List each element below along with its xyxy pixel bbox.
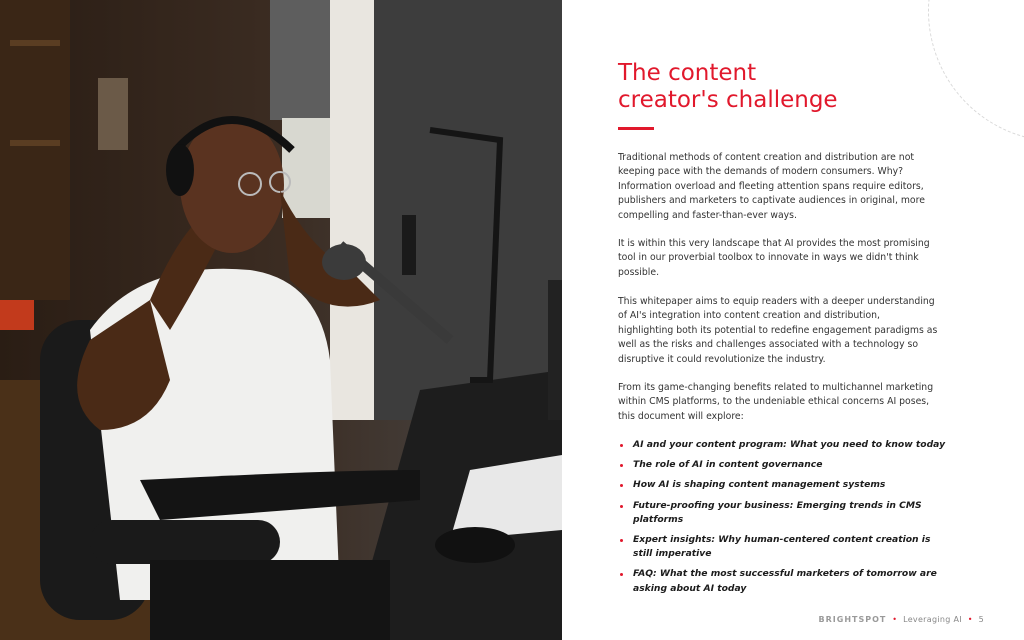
page-title bbox=[618, 60, 938, 114]
text-page bbox=[562, 0, 1024, 640]
paragraph-2: It is within this very landscape that AI provides the most promising tool in our proverbial toolbox to innovate in ways we didn't think possible. bbox=[618, 238, 930, 278]
list-item: The role of AI in content governance bbox=[618, 458, 948, 472]
list-item: How AI is shaping content management systems bbox=[618, 478, 948, 492]
title-accent-rule bbox=[618, 127, 654, 130]
title-line-1: The content bbox=[618, 60, 757, 86]
footer-separator: • bbox=[967, 615, 973, 624]
document-name: Leveraging AI bbox=[903, 615, 962, 624]
brand-logo: BRIGHTSPOT bbox=[818, 615, 887, 624]
list-item: Future-proofing your business: Emerging trends in CMS platforms bbox=[618, 499, 948, 527]
footer-separator: • bbox=[892, 615, 898, 624]
topics-list bbox=[618, 438, 948, 602]
paragraph-3: This whitepaper aims to equip readers with a deeper understanding of AI's integration into content creation and distribution, highlighting both its potential to redefine engagement paradigms as well as the risks and challenges associated with a technology so disruptive it could revolutionize the industry. bbox=[618, 296, 938, 365]
paragraph-4: From its game-changing benefits related to multichannel marketing within CMS platforms, to the undeniable ethical concerns AI poses, this document will explore: bbox=[618, 382, 934, 422]
list-item: Expert insights: Why human-centered content creation is still imperative bbox=[618, 533, 948, 561]
page-number: 5 bbox=[978, 615, 984, 624]
title-line-2: creator's challenge bbox=[618, 87, 838, 113]
list-item: FAQ: What the most successful marketers of tomorrow are asking about AI today bbox=[618, 567, 948, 595]
list-item: AI and your content program: What you need to know today bbox=[618, 438, 948, 452]
page-footer bbox=[819, 615, 984, 624]
paragraph-1: Traditional methods of content creation and distribution are not keeping pace with the demands of modern consumers. Why? Information overload and fleeting attention spans require editors, publishers and marketers to captivate audiences in original, more compelling and faster-than-ever ways. bbox=[618, 152, 925, 221]
